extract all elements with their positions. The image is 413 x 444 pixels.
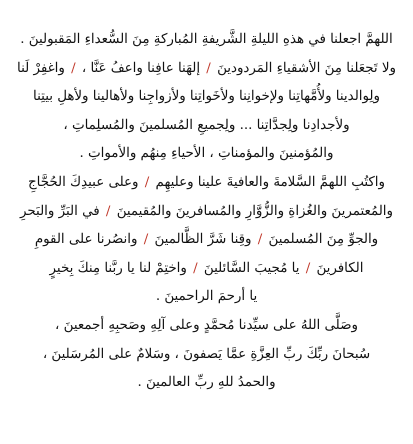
text-segment: والجوِّ مِنَ المُسلمينَ bbox=[268, 232, 379, 248]
text-segment: الكافرينَ bbox=[316, 260, 364, 276]
separator-mark: / bbox=[301, 260, 315, 276]
separator-mark: / bbox=[101, 203, 115, 219]
separator-mark: / bbox=[139, 232, 153, 248]
text-segment: والحمدُ للهِ ربِّ العالمينَ . bbox=[137, 375, 276, 391]
text-segment: واكتُبِ اللهمَّ السَّلامةَ والعافيةَ علينا وعليهِم bbox=[155, 174, 385, 190]
separator-mark: / bbox=[140, 174, 154, 190]
text-segment: إلهَنا عافِنا واعفُ عَنَّا ، bbox=[81, 60, 201, 76]
separator-mark: / bbox=[188, 260, 202, 276]
text-segment: والمُؤمنينَ والمؤمناتِ ، الأحياءِ مِنهُم والأمواتِ . bbox=[79, 146, 334, 162]
text-segment: اللهمَّ اجعلنا في هذهِ الليلةِ الشَّريفةِ المُباركةِ مِنَ السُّعداءِ المَقبولينَ . bbox=[20, 32, 393, 47]
text-line bbox=[15, 83, 398, 112]
text-line bbox=[15, 112, 398, 141]
text-line bbox=[15, 226, 398, 255]
text-line bbox=[15, 283, 398, 312]
text-line bbox=[15, 169, 398, 198]
text-line bbox=[15, 369, 398, 398]
text-segment: يا أرحمَ الراحمينَ . bbox=[155, 289, 258, 305]
text-segment: ولِوالدينا ولأُمَّهاتِنا ولإخوانِنا ولأخَواتِنا ولأزواجِنا ولأهالينا ولأهلِ بيتِنا bbox=[33, 89, 380, 105]
text-segment: وانصُرنا على القومِ bbox=[34, 232, 138, 248]
prayer-text bbox=[15, 26, 398, 398]
text-segment: والمُعتمرينَ والغُزاةِ والزُّوَّارِ والمُسافرينَ والمُقيمينَ bbox=[116, 203, 393, 219]
text-line bbox=[15, 255, 398, 284]
separator-mark: / bbox=[202, 60, 216, 76]
text-line bbox=[15, 26, 398, 55]
text-segment: وقِنا شَرَّ الظَّالمينَ bbox=[154, 232, 252, 248]
text-segment: ولأجدادِنا ولِجدَّاتِنا ... ولِجميعِ المُسلمينَ والمُسلِماتِ ، bbox=[63, 117, 350, 133]
text-line bbox=[15, 312, 398, 341]
separator-mark: / bbox=[253, 232, 267, 248]
text-segment: وعلى عبيدِكَ الحُجَّاجِ bbox=[27, 174, 139, 190]
text-line bbox=[15, 55, 398, 84]
text-segment: ولا تَجعَلنا مِنَ الأشقياءِ المَردودينَ bbox=[217, 60, 396, 76]
text-line bbox=[15, 198, 398, 227]
text-line bbox=[15, 341, 398, 370]
separator-mark: / bbox=[66, 60, 80, 76]
text-segment: وصَلَّى اللهُ على سيِّدنا مُحمَّدٍ وعلى آلِهِ وصَحبِهِ أجمعينَ ، bbox=[55, 317, 358, 333]
text-segment: واختِمْ لنا يا ربَّنا مِنكَ بِخيرٍ bbox=[49, 260, 187, 276]
text-line bbox=[15, 140, 398, 169]
text-segment: واغفِرْ لَنا bbox=[17, 60, 65, 76]
text-segment: يا مُجيبَ السَّائلينَ bbox=[203, 260, 300, 276]
text-segment: في البَرِّ والبَحرِ bbox=[20, 203, 100, 219]
text-segment: سُبحانَ ربِّكَ ربِّ العِزَّةِ عمَّا يَصفونَ ، وسَلامٌ على المُرسَلينَ ، bbox=[42, 346, 371, 362]
